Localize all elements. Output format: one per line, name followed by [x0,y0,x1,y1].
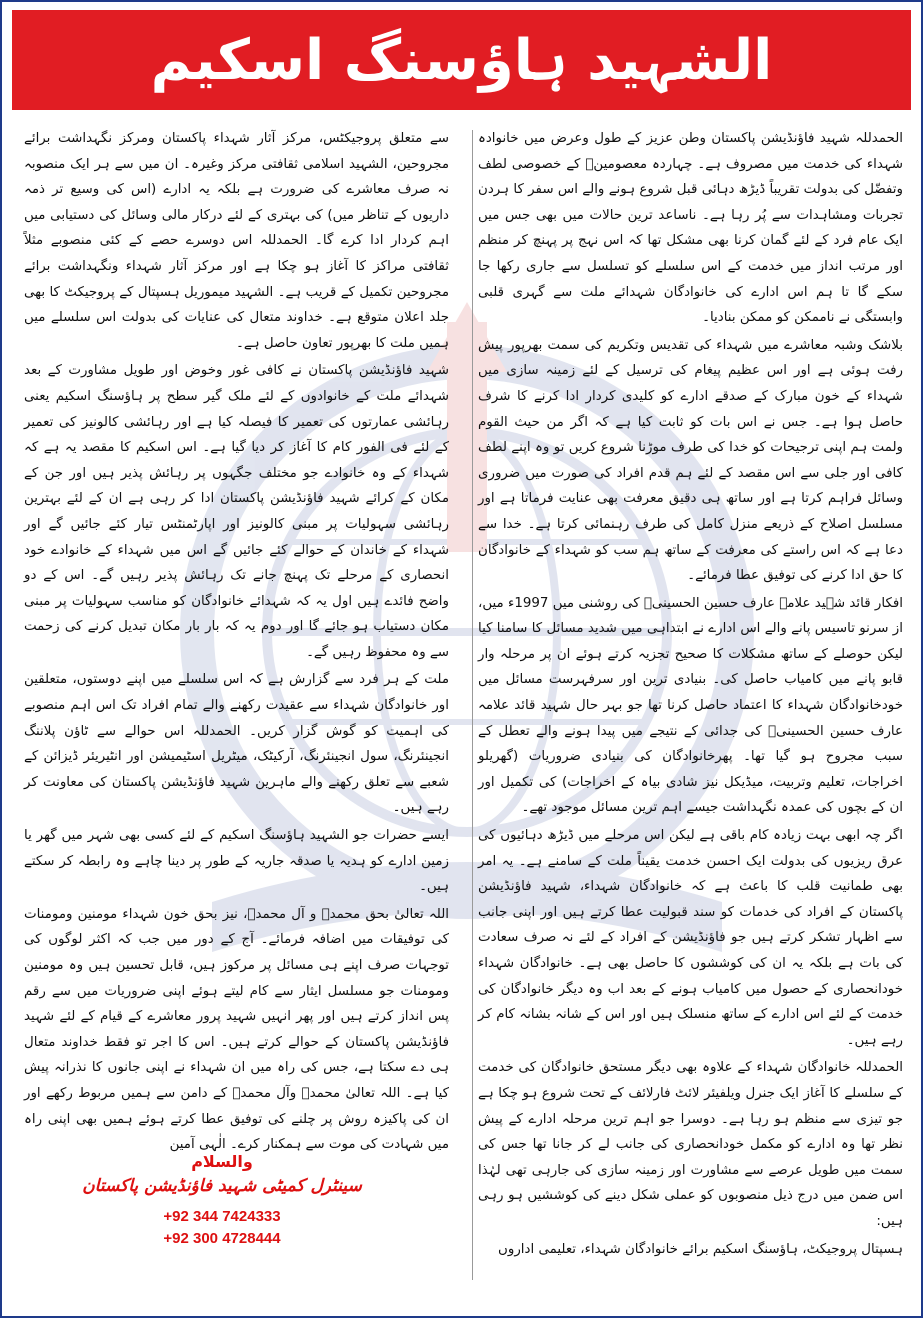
paragraph: الحمدللہ شہید فاؤنڈیشن پاکستان وطن عزیز کے طول وعرض میں خانوادہ شہداء کی خدمت میں مصروف ہے۔ چہاردہ معصومینؑ کے خصوصی لطف وتفضّل کی بدولت تقریباً ڈیڑھ دہائی قبل شروع ہونے والے اس سفر کا ہردن تجربات ومشاہدات سے پُر رہا ہے۔ ناساعد ترین حالات میں بھی جس میں ایک عام فرد کے لئے گمان کرنا بھی مشکل تھا کہ اس نہج پر پہنچ کر منظم اور مرتب انداز میں خدمت کے اس سلسلے کو تسلسل سے جاری رکھا جا سکے گا تا ہم اس ادارے کی خانوادگان شہدائے ملت سے گہری قلبی وابستگی نے ناممکن کو ممکن بنادیا۔ [478,131,903,326]
article-body [24,126,903,1288]
paragraph: ہسپتال پروجیکٹ، ہاؤسنگ اسکیم برائے خانوادگان شہداء، تعلیمی اداروں [498,1241,903,1257]
paragraph: الحمدللہ خانوادگان شہداء کے علاوہ بھی دیگر مستحق خانوادگان کی خدمت کے سلسلے کا آغاز ایک جنرل ویلفیئر لائٹ فارلائف کے تحت شروع ہو چکا ہے جو تیزی سے منظم ہو رہا ہے۔ دوسرا جو اہم ترین مرحلہ ادارے کے پیش نظر تھا وہ ادارے کو مکمل خودانحصاری کی جانب لے کر جانا تھا جس کی سمت میں طویل عرصے سے مشاورت اور زمینہ سازی کی جارہی تھی لہٰذا اس ضمن میں درج ذیل منصوبوں کو عملی شکل دینے کی کوششیں ہو رہی ہیں: [478,1060,903,1229]
paragraph: افکار قائد شہید علامہ عارف حسین الحسینیؒ کی روشنی میں 1997ء میں، از سرنو تاسیس پانے والے اس ادارے نے ابتداہی میں شدید مسائل کا سامنا کیا لیکن حوصلے کے ساتھ مشکلات کا صحیح تجزیہ کرتے ہوئے ان پر مرحلہ وار قابو پانے میں کامیاب حاصل کی۔ بنیادی ترین اور سرفہرست مسائل میں خودخانوادگان شہداء کا اعتماد حاصل کرنا تھا جو بہر حال شہید قائد علامہ عارف حسین الحسینیؒ کی جدائی کے نتیجے میں پیدا ہونے والے تعطل کے سبب مجروح ہو گیا تھا۔ پھرخانوادگان کی بنیادی ضروریات (گھریلو اخراجات، تعلیم وتربیت، میڈیکل نیز شادی بیاہ کے اخراجات) کی تکمیل اور ان کے بچوں کی عمدہ نگہداشت جیسے اہم ترین مسائل موجود تھے۔ [478,595,903,816]
paragraph: سے متعلق پروجیکٹس، مرکز آثار شہداء پاکستان ومرکز نگہداشت برائے مجروحین، الشہید اسلامی ثقافتی مرکز وغیرہ۔ ان میں سے ہر ایک منصوبہ نہ صرف معاشرے کی ضرورت ہے بلکہ یہ ادارے (اس کی وسیع تر ذمہ داریوں کے تناظر میں) کی بہتری کے لئے درکار مالی وسائل کی دستیابی میں اہم کردار ادا کرے گا۔ الحمدللہ اس دوسرے حصے کے کئی منصوبے مثلاً ثقافتی مراکز کا آغاز ہو چکا ہے اور مرکز آثار شہداء ونگہداشت برائے مجروحین تکمیل کے قریب ہے۔ الشہید میموریل ہسپتال کے پروجیکٹ کا بھی جلد اعلان متوقع ہے۔ خداوند متعال کی عنایات کی بدولت اس سلسلے میں ہمیں ملت کا بھرپور تعاون حاصل ہے۔ [24,131,449,351]
right-column [478,126,903,1288]
paragraph: اگر چہ ابھی بہت زیادہ کام باقی ہے لیکن اس مرحلے میں ڈیڑھ دہائیوں کی عرق ریزیوں کی بدولت ایک احسن خدمت یقیناً ملت کے سامنے ہے۔ یہ امر بھی طمانیت قلب کا باعث ہے کہ خانوادگان شہداء، شہید فاؤنڈیشن پاکستان کے افراد کی خدمات کو سند قبولیت عطا کرتے ہیں اور اپنی جانب سے اظہار تشکر کرتے ہیں جو فاؤنڈیشن کے افراد کے لئے نہ صرف سعادت کی بات ہے بلکہ یہ ان کی کوششوں کا حاصل بھی ہے۔ خانوادگان شہداء خودانحصاری کے حصول میں کامیاب ہونے کے بعد اب وہ دیگر خانوادگان کی خدمت کے لئے اس ادارے کے ساتھ منسلک ہیں اور اس کے شانہ بشانہ کام کر رہے ہیں۔ [478,828,903,1048]
paragraph: بلاشک وشبہ معاشرے میں شہداء کی تقدیس وتکریم کی سمت بھرپور پیش رفت ہوئی ہے اور اس عظیم پیغام کی ترسیل کے لئے زمینہ سازی میں شہداء کے خون مبارک کے صدقے ادارے کو کلیدی کردار ادا کرنے کا شرف حاصل ہوا ہے۔ جس نے اس بات کو ثابت کیا ہے کہ اگر من حیث القوم ولمت ہم اپنی ترجیحات کو خدا کی طرف موڑنا شروع کریں تو وہ اپنے لطف کافی اور جلی سے اس مقصد کے لئے ہم قدم افراد کی صورت میں ضروری وسائل فراہم کرتا ہے اور ساتھ ہی دقیق معرفت بھی عنایت فرماتا ہے اور مسلسل اصلاح کے ذریعے منزل کامل کی طرف رہنمائی کرتا ہے۔ خدا سے دعا ہے کہ اس راستے کی معرفت کے ساتھ ہم سب کو شہداء کے خانوادگان کا حق ادا کرنے کی توفیق عطا فرمائے۔ [478,337,903,584]
paragraph: ایسے حضرات جو الشہید ہاؤسنگ اسکیم کے لئے کسی بھی شہر میں گھر یا زمین ادارے کو ہدیہ یا صدقہ جاریہ کے طور پر دینا چاہے وہ رابطہ کر سکتے ہیں۔ [24,828,449,895]
paragraph: ملت کے ہر فرد سے گزارش ہے کہ اس سلسلے میں اپنے دوستوں، متعلقین اور خانوادگان شہداء سے عقیدت رکھنے والے تمام افراد تک اس اہم منصوبے کی اہمیت کو گوش گزار کریں۔ الحمدللہ اس حوالے سے ٹاؤن پلاننگ انجینئرنگ، سول انجینئرنگ، آرکیٹک، میٹریل اسٹیمیشن اور انٹیریئر ڈیزائن کے شعبے سے تعلق رکھنے والے ماہرین شہید فاؤنڈیشن پاکستان کی معاونت کر رہے ہیں۔ [24,672,449,816]
paragraph: شہید فاؤنڈیشن پاکستان نے کافی غور وخوض اور طویل مشاورت کے بعد شہدائے ملت کے خانوادوں کے لئے ملک گیر سطح پر ہاؤسنگ اسکیم یعنی رہائشی عمارتوں کی تعمیر کا فیصلہ کیا ہے اور رہائشی کالونیز کی تعمیر کے لئے فی الفور کام کا آغاز کر دیا گیا ہے۔ اس اسکیم کا مقصد یہ ہے کہ شہداء کے وہ خانوادے جو مختلف جگہوں پر رہائش پذیر ہیں اور جن کے مکان کے کرائے شہید فاؤنڈیشن پاکستان ادا کر رہی ہے ان کے لئے بہترین رہائشی سہولیات پر مبنی کالونیز اور اپارٹمنٹس تیار کئے جائیں گے اور شہداء کے خاندان کے حوالے کئے جائیں گے اس میں شہداء کے خانوادے خود انحصاری کے مرحلے تک پہنچ جانے تک رہائش پذیر رہیں گے۔ اس کے دو واضح فائدے ہیں اول یہ کہ شہدائے خانوادگان کو مناسب سہولیات پر مبنی مکان دستیاب ہو جائے گا اور دوم یہ کہ بار بار مکان تبدیل کرنے کی زحمت سے وہ محفوظ رہیں گے۔ [24,363,449,660]
paragraph: اللہ تعالیٰ بحق محمدؐ و آل محمدؐ، نیز بحق خون شہداء مومنین ومومنات کی توفیقات میں اضافہ فرمائے۔ آج کے دور میں جب کہ اکثر لوگوں کی توجہات صرف اپنے ہی مسائل پر مرکوز ہیں، قابل تحسین ہیں وہ مومنین ومومنات جو مسلسل ایثار سے کام لیتے ہوئے اپنی ضروریات میں سے رقم پس انداز کرتے ہیں اور پھر انہیں شہید پرور معاشرے کے قیام کے لئے شہید فاؤنڈیشن پاکستان کے حوالے کرتے ہیں۔ اس کا اجر تو فقط خداوند متعال ہی دے سکتا ہے، جس کی راہ میں ان شہداء نے اپنی جانوں کا نذرانہ پیش کیا ہے۔ اللہ تعالیٰ محمدؐ وآل محمدؐ کے دامن سے ہمیں مربوط رکھے اور ان کی پاکیزہ روش پر چلنے کی توفیق عطا کرتے ہوئے ہمیں بھی اپنی راہ میں شہادت کی موت سے ہمکنار کرے۔ الٰہی آمین [24,906,449,1153]
committee-name: سینٹرل کمیٹی شہید فاؤنڈیشن پاکستان [82,1176,362,1196]
salutation: والسلام [191,1152,253,1171]
phone-number[interactable]: +92 300 4728444 [163,1230,281,1247]
left-column [24,126,449,1153]
page-title: الشہید ہاؤسنگ اسکیم [12,10,911,110]
phone-number[interactable]: +92 344 7424333 [163,1208,281,1225]
column-divider [472,130,473,1280]
signature-block [72,1152,372,1250]
